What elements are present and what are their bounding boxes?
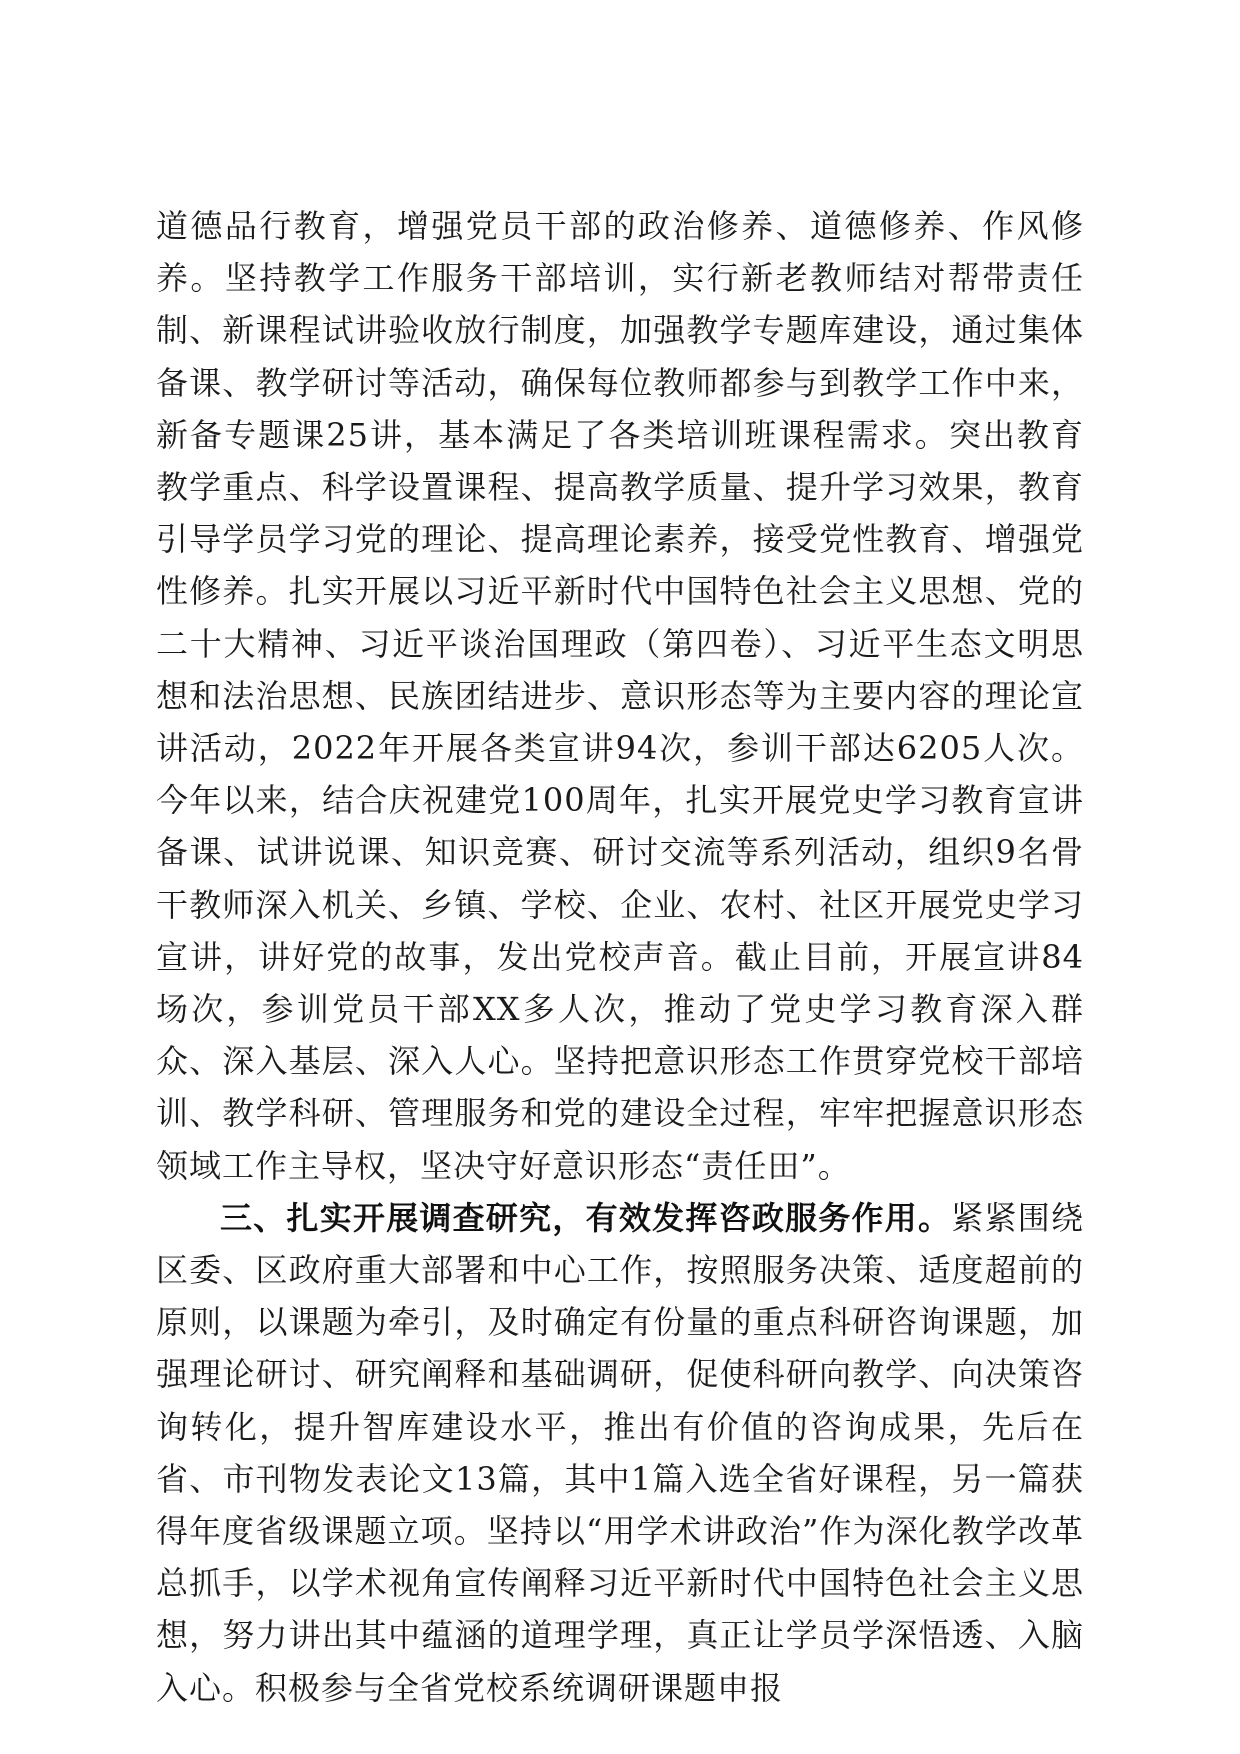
section-three-heading: 三、扎实开展调查研究，有效发挥咨政服务作用。	[220, 1198, 952, 1237]
document-body	[156, 200, 1084, 1714]
paragraph-1-text: 道德品行教育，增强党员干部的政治修养、道德修养、作风修养。坚持教学工作服务干部培训，实行新老教师结对帮带责任制、新课程试讲验收放行制度，加强教学专题库建设，通过集体备课、教学研讨等活动，确保每位教师都参与到教学工作中来，新备专题课25讲，基本满足了各类培训班课程需求。突出教育教学重点、科学设置课程、提高教学质量、提升学习效果，教育引导学员学习党的理论、提高理论素养，接受党性教育、增强党性修养。扎实开展以习近平新时代中国特色社会主义思想、党的二十大精神、习近平谈治国理政（第四卷）、习近平生态文明思想和法治思想、民族团结进步、意识形态等为主要内容的理论宣讲活动，2022年开展各类宣讲94次，参训干部达6205人次。今年以来，结合庆祝建党100周年，扎实开展党史学习教育宣讲备课、试讲说课、知识竞赛、研讨交流等系列活动，组织9名骨干教师深入机关、乡镇、学校、企业、农村、社区开展党史学习宣讲，讲好党的故事，发出党校声音。截止目前，开展宣讲84场次，参训党员干部XX多人次，推动了党史学习教育深入群众、深入基层、深入人心。坚持把意识形态工作贯穿党校干部培训、教学科研、管理服务和党的建设全过程，牢牢把握意识形态领域工作主导权，坚决守好意识形态“责任田”。	[156, 207, 1084, 1185]
section-three-body: 紧紧围绕区委、区政府重大部署和中心工作，按照服务决策、适度超前的原则，以课题为牵引，及时确定有份量的重点科研咨询课题，加强理论研讨、研究阐释和基础调研，促使科研向教学、向决策咨询转化，提升智库建设水平，推出有价值的咨询成果，先后在省、市刊物发表论文13篇，其中1篇入选全省好课程，另一篇获得年度省级课题立项。坚持以“用学术讲政治”作为深化教学改革总抓手，以学术视角宣传阐释习近平新时代中国特色社会主义思想，努力讲出其中蕴涵的道理学理，真正让学员学深悟透、入脑入心。积极参与全省党校系统调研课题申报	[156, 1198, 1084, 1707]
paragraph-continuation	[156, 200, 1084, 1192]
paragraph-section-three	[156, 1192, 1084, 1714]
